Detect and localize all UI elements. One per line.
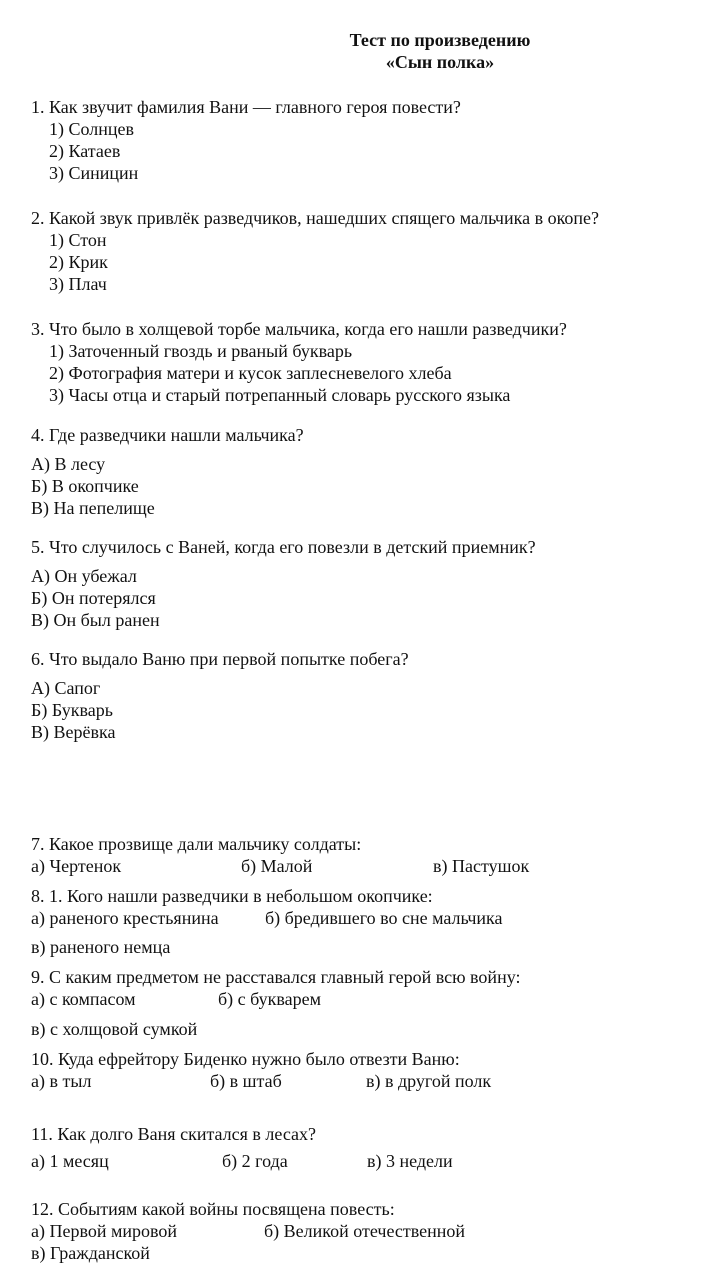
question-11-option-a: а) 1 месяц bbox=[31, 1151, 109, 1171]
question-12-option-b: б) Великой отечественной bbox=[264, 1221, 466, 1241]
question-2-option-2: 2) Крик bbox=[49, 252, 108, 272]
question-9: 9. С каким предметом не расставался главный герой всю войну: bbox=[31, 967, 521, 987]
question-10-option-a: а) в тыл bbox=[31, 1071, 92, 1091]
title-line-2: «Сын полка» bbox=[385, 52, 495, 72]
question-9-option-b: б) с букварем bbox=[218, 989, 321, 1009]
question-8-option-b: б) бредившего во сне мальчика bbox=[265, 908, 503, 928]
question-9-option-c: в) с холщовой сумкой bbox=[31, 1019, 198, 1039]
question-4-option-1: А) В лесу bbox=[31, 454, 106, 474]
question-1-option-2: 2) Катаев bbox=[49, 141, 121, 161]
question-6-option-3: В) Верёвка bbox=[31, 722, 116, 742]
question-2-option-1: 1) Стон bbox=[49, 230, 107, 250]
question-5-option-1: А) Он убежал bbox=[31, 566, 137, 586]
question-6-option-1: А) Сапог bbox=[31, 678, 101, 698]
question-5-option-3: В) Он был ранен bbox=[31, 610, 160, 630]
question-12-option-a: а) Первой мировой bbox=[31, 1221, 178, 1241]
question-7-option-c: в) Пастушок bbox=[433, 856, 530, 876]
question-11: 11. Как долго Ваня скитался в лесах? bbox=[31, 1124, 317, 1144]
question-3-option-1: 1) Заточенный гвоздь и рваный букварь bbox=[49, 341, 353, 361]
question-8-option-c: в) раненого немца bbox=[31, 937, 171, 957]
question-8: 8. 1. Кого нашли разведчики в небольшом окопчике: bbox=[31, 886, 433, 906]
question-1-option-1: 1) Солнцев bbox=[49, 119, 134, 139]
question-8-option-a: а) раненого крестьянина bbox=[31, 908, 219, 928]
question-10-option-c: в) в другой полк bbox=[366, 1071, 492, 1091]
question-4-option-3: В) На пепелище bbox=[31, 498, 155, 518]
question-6-option-2: Б) Букварь bbox=[31, 700, 113, 720]
question-4-option-2: Б) В окопчике bbox=[31, 476, 139, 496]
question-4: 4. Где разведчики нашли мальчика? bbox=[31, 425, 304, 445]
question-7: 7. Какое прозвище дали мальчику солдаты: bbox=[31, 834, 362, 854]
question-5: 5. Что случилось с Ваней, когда его повезли в детский приемник? bbox=[31, 537, 536, 557]
question-6: 6. Что выдало Ваню при первой попытке побега? bbox=[31, 649, 409, 669]
title-line-1: Тест по произведению bbox=[349, 30, 531, 50]
question-7-option-a: а) Чертенок bbox=[31, 856, 122, 876]
question-10: 10. Куда ефрейтору Биденко нужно было отвезти Ваню: bbox=[31, 1049, 460, 1069]
question-12: 12. Событиям какой войны посвящена повесть: bbox=[31, 1199, 395, 1219]
question-2-option-3: 3) Плач bbox=[49, 274, 107, 294]
question-1: 1. Как звучит фамилия Вани — главного героя повести? bbox=[31, 97, 461, 117]
question-2: 2. Какой звук привлёк разведчиков, нашедших спящего мальчика в окопе? bbox=[31, 208, 600, 228]
question-12-option-c: в) Гражданской bbox=[31, 1243, 150, 1263]
question-11-option-c: в) 3 недели bbox=[367, 1151, 453, 1171]
question-10-option-b: б) в штаб bbox=[210, 1071, 282, 1091]
question-5-option-2: Б) Он потерялся bbox=[31, 588, 156, 608]
question-9-option-a: а) с компасом bbox=[31, 989, 136, 1009]
question-3: 3. Что было в холщевой торбе мальчика, когда его нашли разведчики? bbox=[31, 319, 567, 339]
question-1-option-3: 3) Синицин bbox=[49, 163, 139, 183]
question-3-option-2: 2) Фотография матери и кусок заплесневелого хлеба bbox=[49, 363, 452, 383]
question-3-option-3: 3) Часы отца и старый потрепанный словарь русского языка bbox=[49, 385, 511, 405]
question-7-option-b: б) Малой bbox=[241, 856, 313, 876]
question-11-option-b: б) 2 года bbox=[222, 1151, 288, 1171]
